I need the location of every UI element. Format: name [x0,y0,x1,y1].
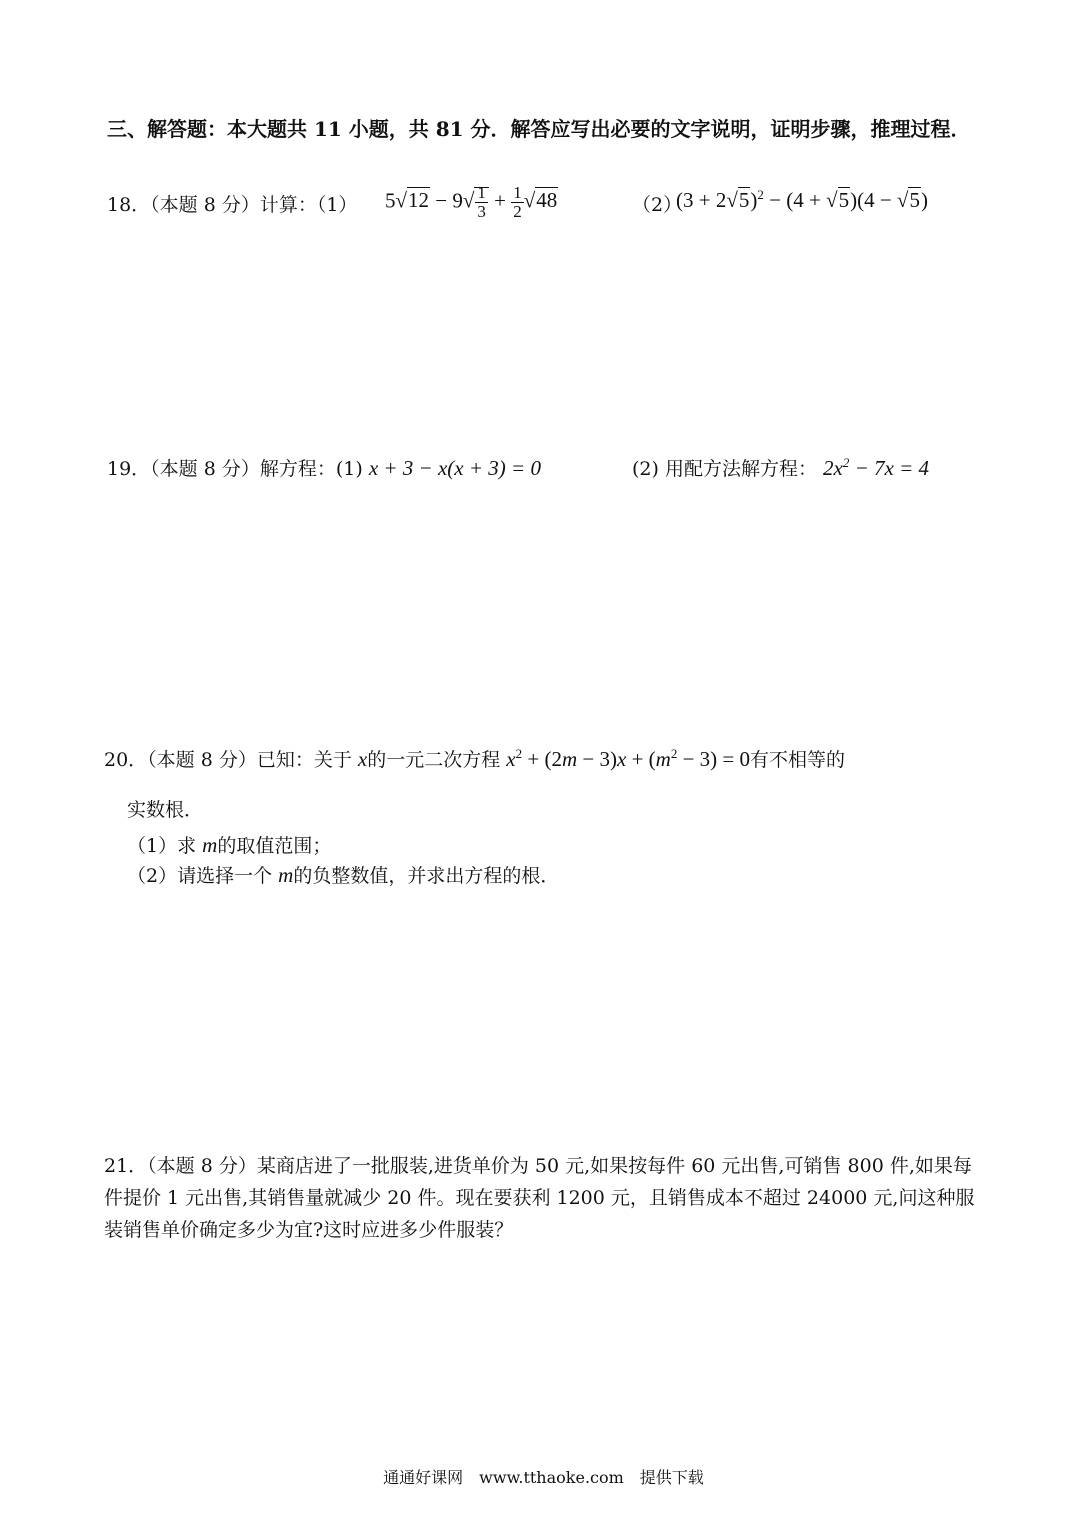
q19-part2-label: (2) 用配方法解方程： [632,458,817,480]
q20-sub2-b: 的负整数值，并求出方程的根． [293,865,560,887]
question-19 [107,454,541,481]
q20-line-2: 实数根． [127,799,204,821]
q19-part2 [632,454,929,481]
question-18 [107,190,357,217]
q19-equation-1: x + 3 − x(x + 3) = 0 [368,456,541,480]
q20-sub1-a: （1）求 [127,835,197,857]
q18-part2 [632,190,682,217]
question-21: 21．（本题 8 分）某商店进了一批服装,进货单价为 50 元,如果按每件 60 元出售,可销售 800 件,如果每件提价 1 元出售,其销售量就减少 20 件。现在要获利 1200 元，且销售成本不超过 24000 元,问这种服装销售单价确定多少为宜?这时应进多少件服装？ [104,1155,975,1241]
q20-suffix: 有不相等的 [750,749,846,771]
q18-expression-1: 5√12 − 9√ $\frac{1}{3}$ + $\frac{1}{2}$ √48 [385,183,558,221]
q20-prefix: 20．（本题 8 分）已知：关于 [104,749,352,771]
q19-equation-2: $2x^2 - 7x = 4$ [823,455,930,480]
q20-sub2-a: （2）请选择一个 [127,865,273,887]
q19-eq2-a: 2x [823,456,843,480]
q18-part2-label: （2） [632,194,683,216]
q19-eq2-b: − 7x = 4 [849,456,930,480]
section-heading: 三、解答题：本大题共 11 小题，共 81 分．解答应写出必要的文字说明，证明步骤，推理过程． [107,117,971,141]
q20-sub-1 [127,831,331,858]
q18-expression-2: $(3 + 2√5)^2 - (4 + √5)(4 - √5)$ [676,187,928,212]
q19-prefix: 19．（本题 8 分）解方程：(1) [107,458,363,480]
q20-equation: $x^2 + (2m - 3)x + (m^2 - 3) = 0$ [506,746,751,771]
q20-sub1-b: 的取值范围； [217,835,332,857]
q20-var-m: m [202,833,218,857]
q20-var-m-2: m [278,863,294,887]
q20-mid: 的一元二次方程 [367,749,501,771]
q20-sub-2 [127,861,559,888]
q20-var-x: x [357,747,368,771]
q18-prefix: 18．（本题 8 分）计算：（1） [107,194,358,216]
footer-text: 通通好课网 www.tthaoke.com 提供下载 [383,1468,704,1487]
question-20 [104,745,845,772]
